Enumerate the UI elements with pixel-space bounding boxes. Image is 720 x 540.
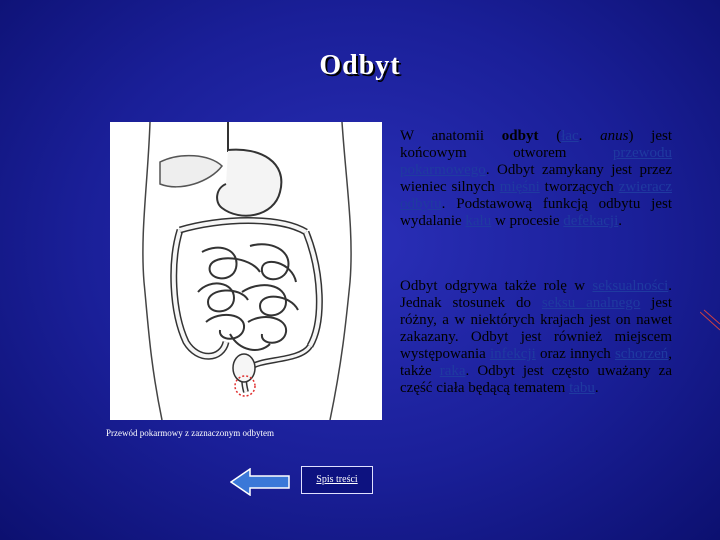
link-tabu[interactable]: tabu [569, 380, 595, 396]
latin-term: anus [600, 128, 629, 144]
link-miesnie[interactable]: mięśni [499, 179, 540, 195]
text-span: . Odbyt zamykany jest przez wieniec silnych [400, 162, 672, 195]
text-span: ) jest końcowym otworem [400, 128, 673, 161]
text-span: Odbyt odgrywa także rolę w [400, 278, 593, 294]
link-kal[interactable]: kału [465, 213, 492, 229]
text-span: w procesie [491, 213, 564, 229]
link-lac[interactable]: łac [561, 128, 579, 144]
link-seks-analny[interactable]: seksu analnego [541, 295, 641, 311]
slide-title: Odbyt [319, 50, 401, 81]
text-span: oraz innych [535, 346, 615, 362]
left-arrow-icon [230, 468, 290, 496]
digestive-tract-image [110, 122, 382, 420]
text-span: , także [400, 346, 673, 379]
back-button[interactable] [230, 468, 290, 496]
link-zwieracz-odbytu[interactable]: zwieracz odbytu [400, 179, 672, 212]
link-przewod-pokarmowy[interactable]: przewodu pokarmowego [400, 145, 672, 178]
text-span: . [578, 128, 601, 144]
table-of-contents-button[interactable]: Spis treści [301, 466, 373, 494]
decorative-lines [700, 300, 720, 340]
text-span: . [618, 213, 622, 229]
paragraph-definition [400, 128, 672, 230]
digestive-tract-illustration [110, 122, 382, 420]
link-rak[interactable]: raka [439, 363, 466, 379]
link-schorzenie[interactable]: schorzeń [614, 346, 669, 362]
link-defekacja[interactable]: defekacji [563, 213, 619, 229]
link-seksualnosc[interactable]: seksualności [592, 278, 669, 294]
text-span: . Podstawową funkcją odbytu jest wydalanie [400, 196, 672, 229]
text-span: W anatomii [400, 128, 502, 144]
paragraph-social [400, 278, 672, 397]
text-span: . Odbyt jest często uważany za część ciała będącą tematem [400, 363, 672, 396]
link-infekcja[interactable]: infekcji [489, 346, 536, 362]
text-span: . [594, 380, 599, 396]
figure-caption: Przewód pokarmowy z zaznaczonym odbytem [106, 428, 274, 438]
text-span: jest różny, a w niektórych krajach jest on nawet zakazany. Odbyt jest również miejscem występowania [400, 295, 672, 362]
term-bold: odbyt [501, 128, 539, 144]
text-span: tworzących [539, 179, 619, 195]
text-span: ( [538, 128, 562, 144]
text-span: . Jednak stosunek do [400, 278, 672, 311]
